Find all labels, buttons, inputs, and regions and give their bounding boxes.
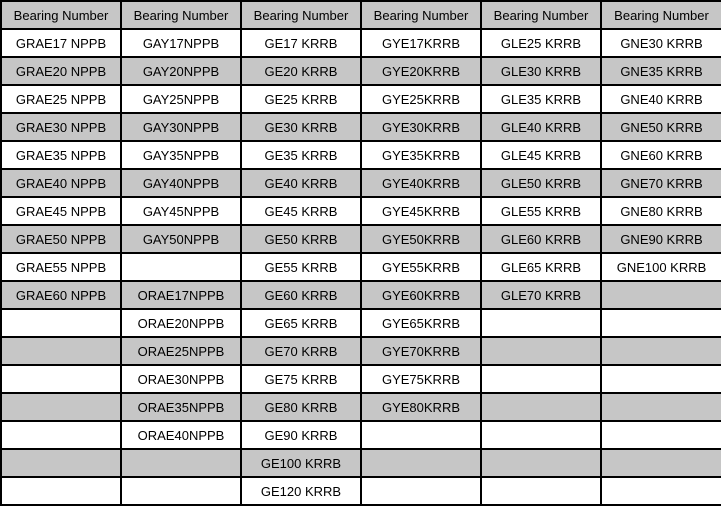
table-cell <box>1 309 121 337</box>
table-cell: GYE75KRRB <box>361 365 481 393</box>
table-cell: GYE35KRRB <box>361 141 481 169</box>
table-cell: GNE80 KRRB <box>601 197 721 225</box>
table-cell: GE50 KRRB <box>241 225 361 253</box>
table-cell: ORAE40NPPB <box>121 421 241 449</box>
table-cell <box>601 337 721 365</box>
table-cell: GE20 KRRB <box>241 57 361 85</box>
table-cell <box>601 421 721 449</box>
table-cell <box>121 477 241 505</box>
table-cell: GYE40KRRB <box>361 169 481 197</box>
table-cell: GE40 KRRB <box>241 169 361 197</box>
table-cell <box>481 421 601 449</box>
table-cell: GRAE55 NPPB <box>1 253 121 281</box>
table-cell: GAY45NPPB <box>121 197 241 225</box>
table-cell: GE35 KRRB <box>241 141 361 169</box>
table-cell: GLE50 KRRB <box>481 169 601 197</box>
table-cell: GRAE45 NPPB <box>1 197 121 225</box>
table-cell <box>361 421 481 449</box>
table-cell <box>601 309 721 337</box>
table-cell: GE75 KRRB <box>241 365 361 393</box>
column-header: Bearing Number <box>601 1 721 29</box>
table-cell: GYE45KRRB <box>361 197 481 225</box>
table-cell: GNE50 KRRB <box>601 113 721 141</box>
table-row <box>1 253 721 281</box>
table-row <box>1 141 721 169</box>
table-row <box>1 281 721 309</box>
table-cell: GRAE25 NPPB <box>1 85 121 113</box>
table-cell: GNE40 KRRB <box>601 85 721 113</box>
table-cell: GRAE60 NPPB <box>1 281 121 309</box>
table-row <box>1 477 721 505</box>
table-row <box>1 113 721 141</box>
table-cell: ORAE25NPPB <box>121 337 241 365</box>
table-cell: GNE70 KRRB <box>601 169 721 197</box>
table-cell: GE30 KRRB <box>241 113 361 141</box>
table-row <box>1 393 721 421</box>
table-cell: GNE30 KRRB <box>601 29 721 57</box>
table-cell: GNE100 KRRB <box>601 253 721 281</box>
table-cell: ORAE35NPPB <box>121 393 241 421</box>
table-cell <box>481 477 601 505</box>
table-cell: GYE30KRRB <box>361 113 481 141</box>
table-row <box>1 225 721 253</box>
table-cell: GAY30NPPB <box>121 113 241 141</box>
table-row <box>1 421 721 449</box>
column-header: Bearing Number <box>241 1 361 29</box>
table-cell: GLE60 KRRB <box>481 225 601 253</box>
table-cell <box>481 309 601 337</box>
column-header: Bearing Number <box>121 1 241 29</box>
table-cell: GYE20KRRB <box>361 57 481 85</box>
table-row <box>1 337 721 365</box>
table-cell: GAY35NPPB <box>121 141 241 169</box>
table-cell <box>361 449 481 477</box>
column-header: Bearing Number <box>481 1 601 29</box>
table-row <box>1 449 721 477</box>
table-cell: GLE25 KRRB <box>481 29 601 57</box>
table-cell: GLE30 KRRB <box>481 57 601 85</box>
table-cell <box>601 365 721 393</box>
table-cell <box>1 337 121 365</box>
table-cell <box>121 253 241 281</box>
table-row <box>1 197 721 225</box>
table-cell: GRAE40 NPPB <box>1 169 121 197</box>
table-cell <box>1 449 121 477</box>
table-cell: ORAE17NPPB <box>121 281 241 309</box>
column-header: Bearing Number <box>1 1 121 29</box>
table-cell: GE80 KRRB <box>241 393 361 421</box>
table-cell: GNE60 KRRB <box>601 141 721 169</box>
table-cell <box>481 449 601 477</box>
table-row <box>1 365 721 393</box>
table-cell: GNE90 KRRB <box>601 225 721 253</box>
table-cell: GLE55 KRRB <box>481 197 601 225</box>
column-header: Bearing Number <box>361 1 481 29</box>
table-row <box>1 309 721 337</box>
table-cell: GE90 KRRB <box>241 421 361 449</box>
table-cell: GRAE50 NPPB <box>1 225 121 253</box>
table-cell: GAY40NPPB <box>121 169 241 197</box>
table-cell <box>481 337 601 365</box>
table-cell <box>1 365 121 393</box>
table-row <box>1 29 721 57</box>
table-cell: GLE65 KRRB <box>481 253 601 281</box>
table-cell: GAY20NPPB <box>121 57 241 85</box>
table-cell: ORAE20NPPB <box>121 309 241 337</box>
table-cell: GYE70KRRB <box>361 337 481 365</box>
table-cell: GE70 KRRB <box>241 337 361 365</box>
table-cell: GRAE30 NPPB <box>1 113 121 141</box>
table-cell: GAY25NPPB <box>121 85 241 113</box>
table-cell: GRAE20 NPPB <box>1 57 121 85</box>
table-cell: GYE17KRRB <box>361 29 481 57</box>
table-cell: GE17 KRRB <box>241 29 361 57</box>
table-cell: GYE80KRRB <box>361 393 481 421</box>
table-cell: GE25 KRRB <box>241 85 361 113</box>
table-cell: GNE35 KRRB <box>601 57 721 85</box>
table-cell: GE120 KRRB <box>241 477 361 505</box>
table-cell <box>601 477 721 505</box>
table-cell: GE55 KRRB <box>241 253 361 281</box>
table-cell: GYE25KRRB <box>361 85 481 113</box>
table-cell <box>601 281 721 309</box>
table-cell <box>361 477 481 505</box>
table-cell <box>601 449 721 477</box>
table-cell: GYE65KRRB <box>361 309 481 337</box>
table-cell: GE60 KRRB <box>241 281 361 309</box>
table-cell: GYE55KRRB <box>361 253 481 281</box>
table-cell: GAY50NPPB <box>121 225 241 253</box>
table-cell: GE65 KRRB <box>241 309 361 337</box>
table-cell <box>121 449 241 477</box>
table-cell <box>1 393 121 421</box>
table-cell: GLE45 KRRB <box>481 141 601 169</box>
table-cell: GAY17NPPB <box>121 29 241 57</box>
table-row <box>1 57 721 85</box>
table-cell: GLE35 KRRB <box>481 85 601 113</box>
table-cell <box>481 365 601 393</box>
table-cell: GLE70 KRRB <box>481 281 601 309</box>
table-cell: GYE60KRRB <box>361 281 481 309</box>
table-row <box>1 85 721 113</box>
table-cell <box>601 393 721 421</box>
table-header-row <box>1 1 721 29</box>
table-cell <box>481 393 601 421</box>
table-cell: GYE50KRRB <box>361 225 481 253</box>
table-row <box>1 169 721 197</box>
table-cell: GLE40 KRRB <box>481 113 601 141</box>
table-cell: GE100 KRRB <box>241 449 361 477</box>
table-cell: GRAE35 NPPB <box>1 141 121 169</box>
table-cell: GRAE17 NPPB <box>1 29 121 57</box>
table-cell <box>1 477 121 505</box>
table-cell: ORAE30NPPB <box>121 365 241 393</box>
table-cell: GE45 KRRB <box>241 197 361 225</box>
table-cell <box>1 421 121 449</box>
